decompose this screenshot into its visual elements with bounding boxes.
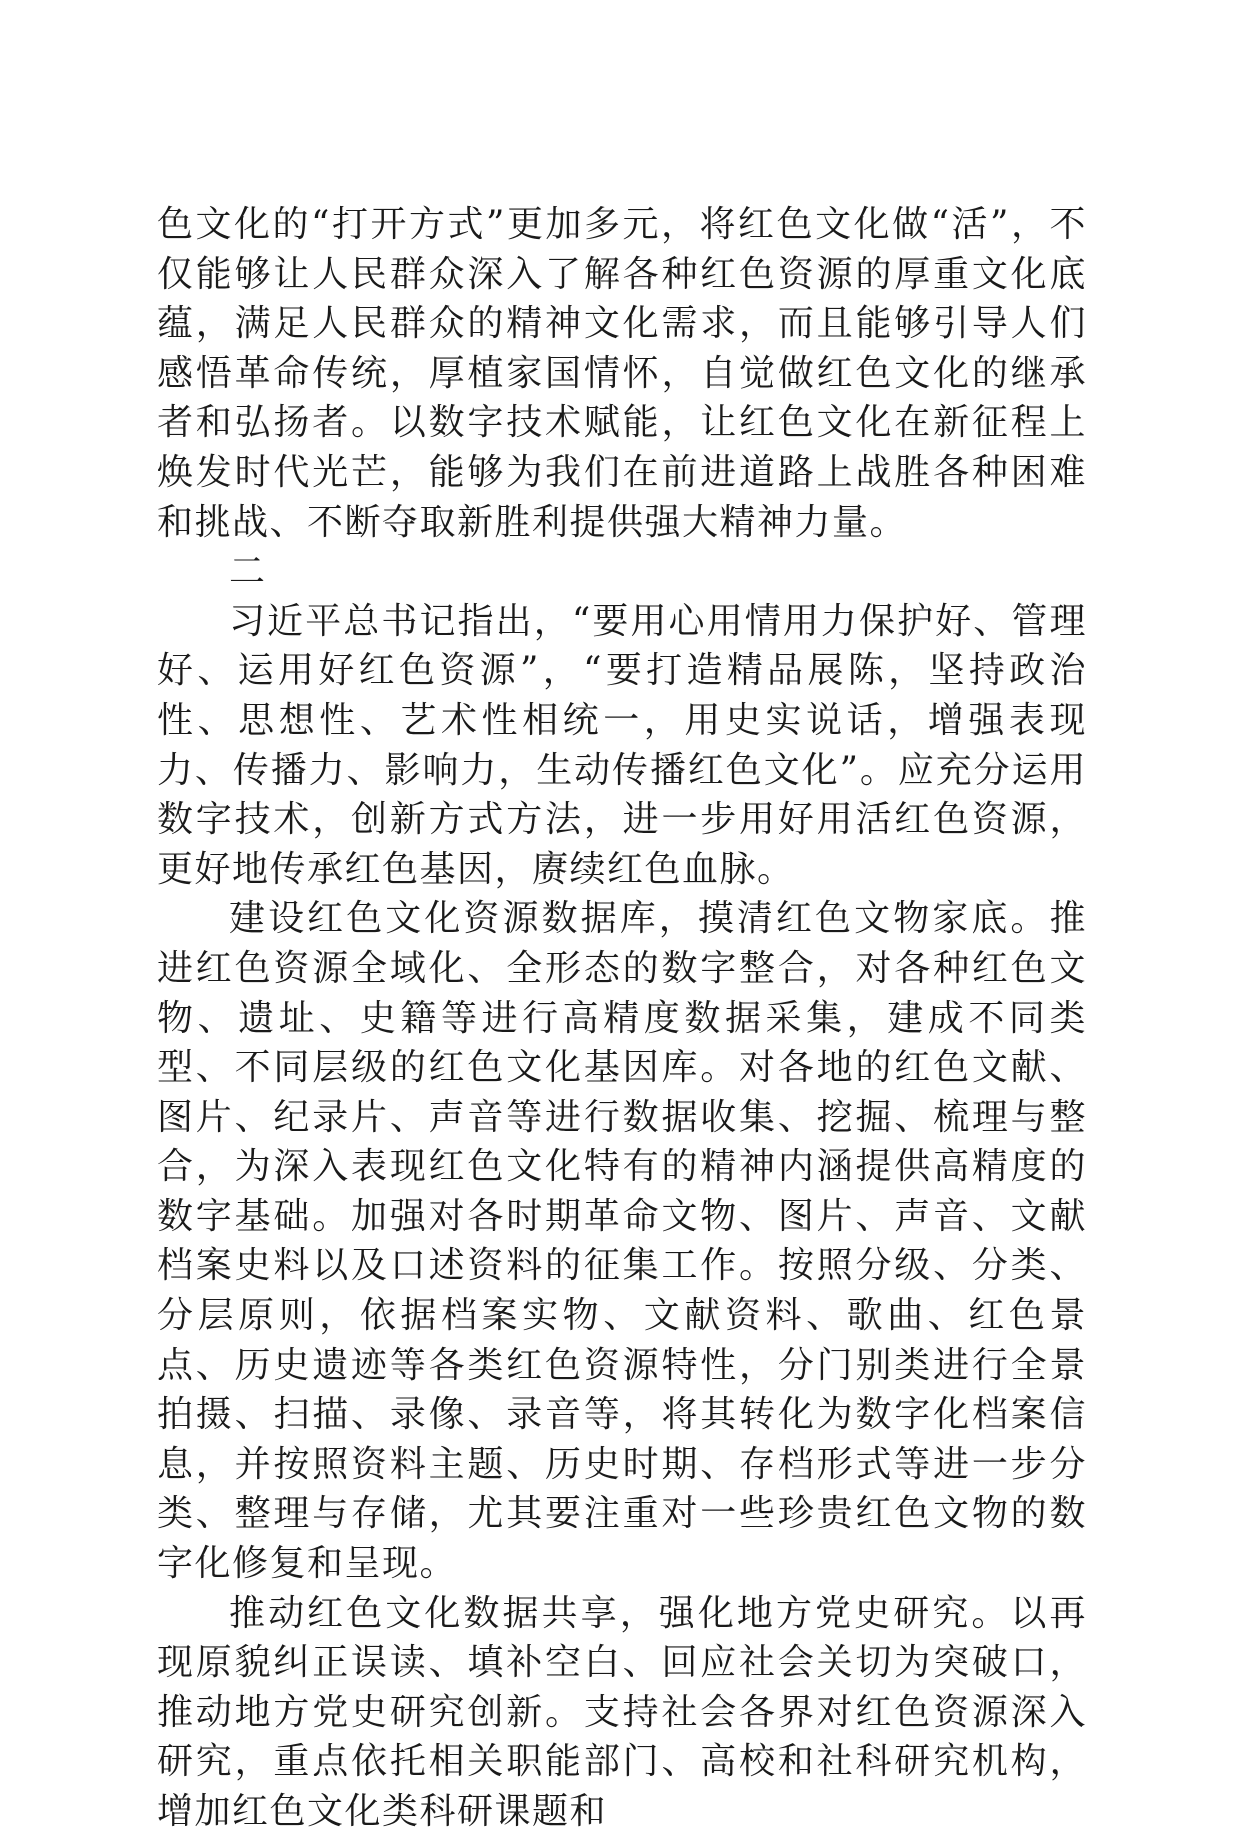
paragraph-continuation: 色文化的“打开方式”更加多元，将红色文化做“活”，不仅能够让人民群众深入了解各种红色资源的厚重文化底蕴，满足人民群众的精神文化需求，而且能够引导人们感悟革命传统，厚植家国情怀，自觉做红色文化的继承者和弘扬者。以数字技术赋能，让红色文化在新征程上焕发时代光芒，能够为我们在前进道路上战胜各种困难和挑战、不断夺取新胜利提供强大精神力量。 <box>157 204 1087 543</box>
paragraph: 习近平总书记指出，“要用心用情用力保护好、管理好、运用好红色资源”，“要打造精品展陈，坚持政治性、思想性、艺术性相统一，用史实说话，增强表现力、传播力、影响力，生动传播红色文化”。应充分运用数字技术，创新方式方法，进一步用好用活红色资源，更好地传承红色基因，赓续红色血脉。 <box>157 600 1087 890</box>
paragraph: 推动红色文化数据共享，强化地方党史研究。以再现原貌纠正误读、填补空白、回应社会关切为突破口，推动地方党史研究创新。支持社会各界对红色资源深入研究，重点依托相关职能部门、高校和社科研究机构，增加红色文化类科研课题和 <box>157 1592 1087 1832</box>
document-body <box>157 200 1087 1837</box>
section-number: 二 <box>229 551 267 593</box>
paragraph: 建设红色文化资源数据库，摸清红色文物家底。推进红色资源全域化、全形态的数字整合，对各种红色文物、遗址、史籍等进行高精度数据采集，建成不同类型、不同层级的红色文化基因库。对各地的红色文献、图片、纪录片、声音等进行数据收集、挖掘、梳理与整合，为深入表现红色文化特有的精神内涵提供高精度的数字基础。加强对各时期革命文物、图片、声音、文献档案史料以及口述资料的征集工作。按照分级、分类、分层原则，依据档案实物、文献资料、歌曲、红色景点、历史遗迹等各类红色资源特性，分门别类进行全景拍摄、扫描、录像、录音等，将其转化为数字化档案信息，并按照资料主题、历史时期、存档形式等进一步分类、整理与存储，尤其要注重对一些珍贵红色文物的数字化修复和呈现。 <box>157 898 1087 1585</box>
